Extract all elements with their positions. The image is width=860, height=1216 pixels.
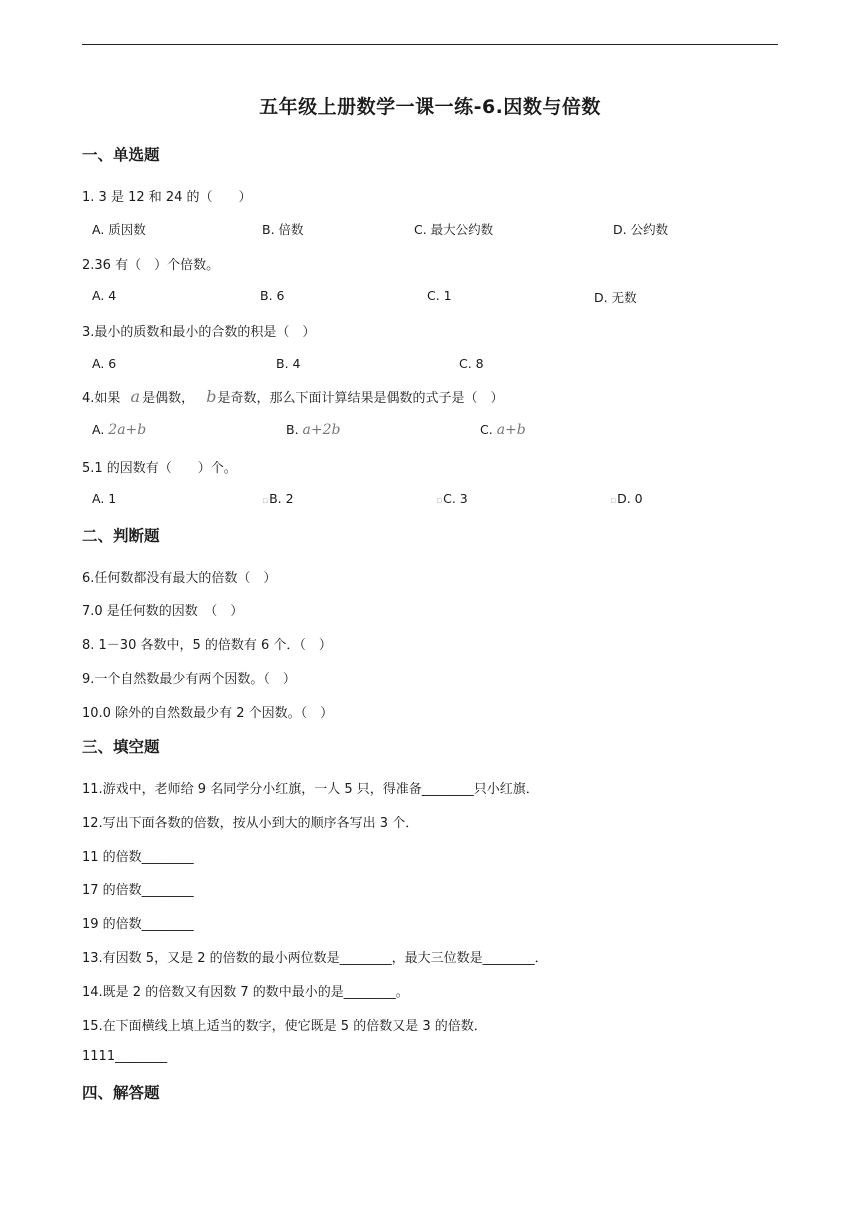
question-5-option-c-text: C. 3 (443, 491, 468, 506)
question-5-option-a: A. 1 (92, 491, 117, 506)
section-heading-true-false: 二、判断题 (82, 527, 160, 545)
question-13: 13.有因数 5，又是 2 的倍数的最小两位数是________，最大三位数是________． (82, 951, 548, 966)
question-4-stem (82, 387, 504, 406)
question-1-option-a: A. 质因数 (92, 222, 146, 237)
question-4-suffix: 是奇数，那么下面计算结果是偶数的式子是（ ） (217, 391, 504, 406)
question-1-option-c: C. 最大公约数 (414, 222, 494, 237)
option-c-label: C. (480, 422, 493, 437)
option-b-label: B. (286, 422, 299, 437)
question-12-part-17: 17 的倍数________ (82, 883, 194, 898)
option-a-label: A. (92, 422, 105, 437)
header-rule (82, 44, 778, 45)
question-4-option-a (92, 422, 146, 438)
question-3-option-a: A. 6 (92, 356, 117, 371)
question-2-option-d: D. 无数 (594, 290, 637, 305)
option-c-expression: a+b (496, 422, 526, 438)
option-marker-icon: ▫ (262, 496, 269, 506)
option-a-expression: 2a+b (108, 422, 147, 438)
question-12-part-19: 19 的倍数________ (82, 917, 194, 932)
question-3-option-c: C. 8 (459, 356, 484, 371)
question-5-option-b (262, 491, 294, 506)
variable-b: b (206, 387, 217, 406)
question-5-option-d-text: D. 0 (617, 491, 643, 506)
question-5-option-c (436, 491, 468, 506)
option-b-expression: a+2b (302, 422, 341, 438)
question-1-stem: 1. 3 是 12 和 24 的（ ） (82, 190, 252, 205)
question-5-option-b-text: B. 2 (269, 491, 294, 506)
question-3-stem: 3.最小的质数和最小的合数的积是（ ） (82, 325, 316, 340)
question-15-blank: 1111________ (82, 1049, 168, 1064)
question-7: 7.0 是任何数的因数 （ ） (82, 604, 244, 619)
question-4-option-b (286, 422, 341, 438)
question-15: 15.在下面横线上填上适当的数字，使它既是 5 的倍数又是 3 的倍数． (82, 1019, 487, 1034)
option-marker-icon: ▫ (610, 496, 617, 506)
question-3-option-b: B. 4 (276, 356, 301, 371)
question-6: 6.任何数都没有最大的倍数（ ） (82, 571, 277, 586)
question-2-option-c: C. 1 (427, 288, 452, 303)
question-4-option-c (480, 422, 526, 438)
question-2-option-a: A. 4 (92, 288, 117, 303)
question-2-option-b: B. 6 (260, 288, 285, 303)
page-title: 五年级上册数学一课一练-6.因数与倍数 (259, 96, 601, 118)
section-heading-answer: 四、解答题 (82, 1084, 160, 1102)
question-14: 14.既是 2 的倍数又有因数 7 的数中最小的是________。 (82, 985, 409, 1000)
section-heading-single-choice: 一、单选题 (82, 146, 160, 164)
section-heading-fill-blank: 三、填空题 (82, 738, 160, 756)
question-4-prefix: 4.如果 (82, 391, 121, 406)
question-11: 11.游戏中，老师给 9 名同学分小红旗，一人 5 只，得准备________只小红旗． (82, 782, 539, 797)
question-12-part-11: 11 的倍数________ (82, 850, 194, 865)
question-2-stem: 2.36 有（ ）个倍数。 (82, 258, 220, 273)
question-5-stem: 5.1 的因数有（ ）个。 (82, 461, 237, 476)
question-1-option-b: B. 倍数 (262, 222, 304, 237)
question-1-option-d: D. 公约数 (613, 222, 669, 237)
question-10: 10.0 除外的自然数最少有 2 个因数。（ ） (82, 706, 334, 721)
question-4-mid: 是偶数， (142, 391, 195, 406)
question-5-option-d (610, 491, 643, 506)
question-12: 12.写出下面各数的倍数，按从小到大的顺序各写出 3 个． (82, 816, 419, 831)
question-9: 9.一个自然数最少有两个因数。（ ） (82, 672, 296, 687)
question-8: 8. 1－30 各数中，5 的倍数有 6 个．（ ） (82, 638, 332, 653)
option-marker-icon: ▫ (436, 496, 443, 506)
variable-a: a (130, 387, 141, 406)
